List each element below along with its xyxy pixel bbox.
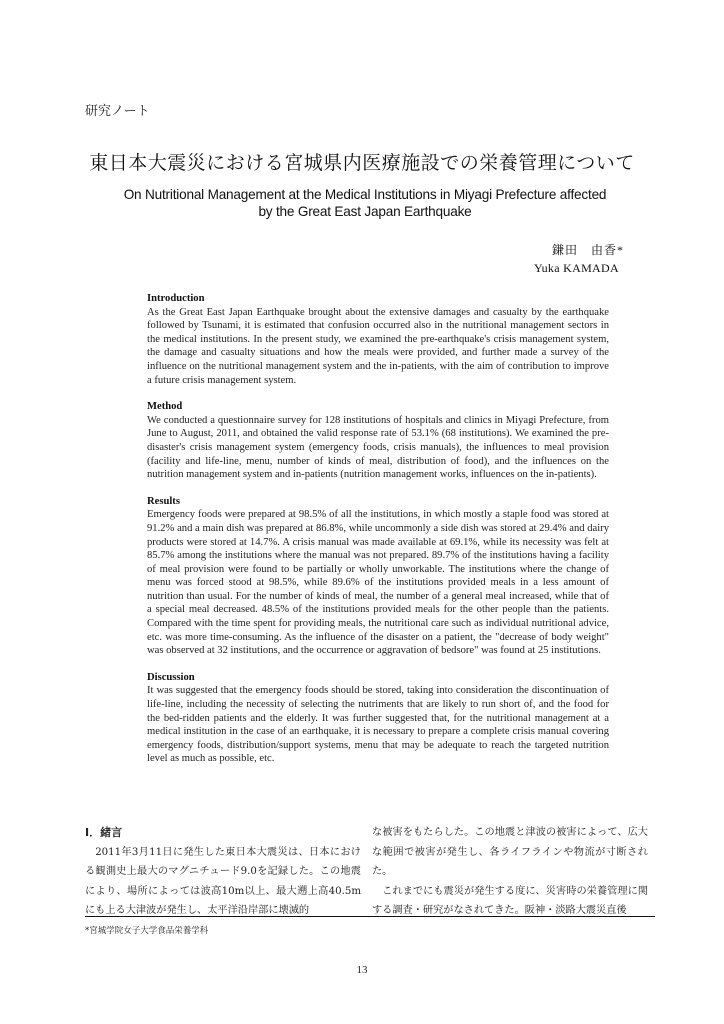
abstract [147,292,609,779]
method-heading: Method [147,401,183,413]
body-column-right [372,823,648,921]
article-category: 研究ノート [85,104,150,119]
abstract-discussion [147,671,609,766]
body-paragraph: これまでにも震災が発生する度に、災害時の栄養管理に関する調査・研究がなされてきた。阪神・淡路大震災直後 [372,885,648,917]
author-name-english: Yuka KAMADA [533,261,619,275]
title-english-line-1: On Nutritional Management at the Medical Institutions in Miyagi Prefecture affected [123,187,607,202]
abstract-results [147,495,609,658]
method-text: We conducted a questionnaire survey for 128 institutions of hospitals and clinics in Miyagi Prefecture, from June to August, 2011, and obtained the valid response rate of 53.1% (68 institutions). We examined the pre-disaster's crisis management system (emergency foods, crisis manuals), the influences to meal provision (facility and life-line, menu, number of kinds of meal, distribution of food), and the influences on the nutrition management system and in-patients (nutrition management works, influences on the in-patients). [147,414,609,481]
discussion-heading: Discussion [147,671,195,683]
introduction-text: As the Great East Japan Earthquake brought about the extensive damages and casualty by the earthquake followed by Tsunami, it is estimated that confusion occurred also in the nutritional management sectors in the medical institutions. In the present study, we examined the pre-earthquake's crisis management system, the damage and casualty situations and how the meals were provided, and further made a survey of the influence on the nutritional management system and the in-patients, with the aim of contribution to improve a future crisis management system. [147,306,609,386]
introduction-heading: Introduction [147,293,205,304]
title-japanese: 東日本大震災における宮城県内医療施設での栄養管理について [89,152,635,174]
title-english-line-2: by the Great East Japan Earthquake [258,204,472,219]
title-english [90,186,640,220]
body-column-left [85,823,361,921]
body-paragraph: 2011年3月11日に発生した東日本大震災は、日本における観測史上最大のマグニチュード9.0を記録した。この地震により、場所によっては波高10m以上、最大遡上高40.5mにも上る大津波が発生し、太平洋沿岸部に壊滅的 [85,846,361,917]
results-heading: Results [147,495,180,507]
abstract-method [147,400,609,482]
author-name-japanese: 鎌田 由香* [551,243,624,257]
results-text: Emergency foods were prepared at 98.5% of all the institutions, in which mostly a staple food was stored at 91.2% and a main dish was prepared at 86.8%, while uncommonly a side dish was stored at 29.4% and dairy products were stored at 14.7%. A crisis manual was made available at 69.1%, while its necessity was felt at 85.7% among the institutions where the manual was not prepared. 89.7% of the institutions having a facility of meal provision were found to be partially or wholly unworkable. The institutions where the change of menu was forced stood at 98.5%, while 89.6% of the institutions provided meals in a less amount of nutrition than usual. For the number of kinds of meal, the number of a general meal increased, while that of a special meal decreased. 48.5% of the institutions provided meals for the other people than the patients. Compared with the time spent for providing meals, the nutritional care such as individual nutritional advice, etc. was more time-consuming. As the influence of the disaster on a patient, the "decrease of body weight" was observed at 32 institutions, and the occurrence or aggravation of bedsore" was found at 25 institutions. [147,509,609,657]
footnote-affiliation: *宮城学院女子大学食品栄養学科 [85,926,209,936]
page-number: 13 [356,964,368,976]
section-heading-introduction: Ⅰ．緒言 [85,826,123,839]
footnote-divider [85,916,655,917]
body-paragraph: な被害をもたらした。この地震と津波の被害によって、広大な範囲で被害が発生し、各ライフラインや物流が寸断された。 [372,827,648,878]
discussion-text: It was suggested that the emergency foods should be stored, taking into consideration the discontinuation of life-line, including the necessity of selecting the nutriments that are likely to run short of, and the food for the bed-ridden patients and the elderly. It was further suggested that, for the nutritional management at a medical institution in the case of an earthquake, it is necessary to prepare a complete crisis manual covering emergency foods, distribution/support systems, menu that may be adequate to reach the targeted nutrition level as much as possible, etc. [147,685,609,765]
author-block [534,241,624,277]
abstract-introduction [147,292,609,387]
